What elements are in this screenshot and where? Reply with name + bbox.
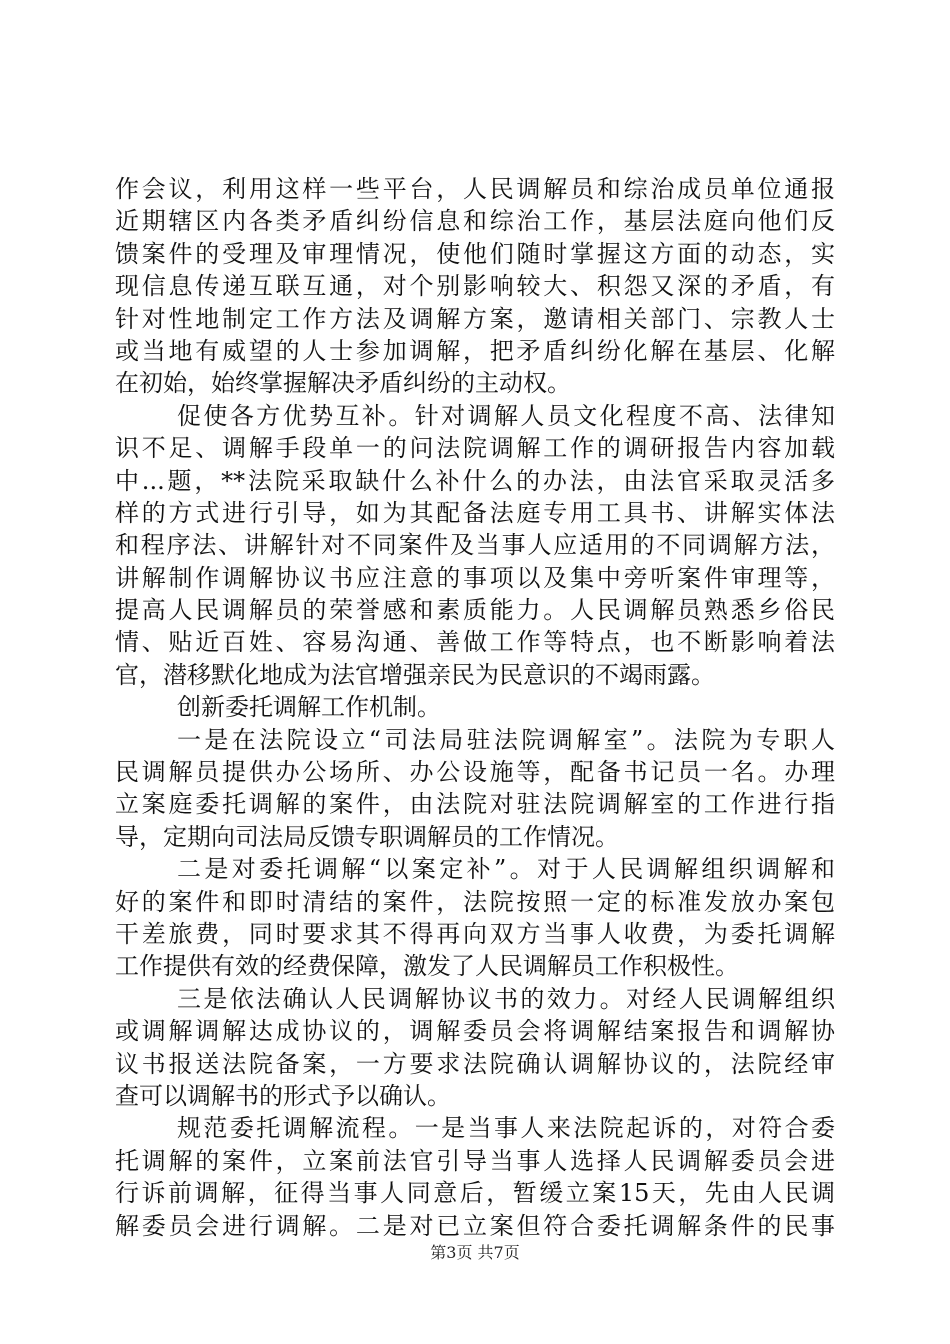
page-number-footer: 第3页 共7页	[430, 1243, 520, 1262]
paragraph-start-line: 三是依法确认人民调解协议书的效力。对经人民调解组织	[177, 984, 835, 1013]
text-line: 导，定期向司法局反馈专职调解员的工作情况。	[115, 822, 619, 851]
text-line: 讲解制作调解协议书应注意的事项以及集中旁听案件审理等，	[115, 563, 835, 592]
section-heading: 创新委托调解工作机制。	[177, 693, 441, 722]
text-line: 针对性地制定工作方法及调解方案，邀请相关部门、宗教人士	[115, 304, 835, 333]
paragraph-start-line: 促使各方优势互补。针对调解人员文化程度不高、法律知	[177, 401, 835, 430]
paragraph-start-line: 规范委托调解流程。一是当事人来法院起诉的，对符合委	[177, 1114, 835, 1143]
text-line: 查可以调解书的形式予以确认。	[115, 1081, 451, 1110]
text-line: 识不足、调解手段单一的问法院调解工作的调研报告内容加载	[115, 434, 835, 463]
text-line: 中...题，**法院采取缺什么补什么的办法，由法官采取灵活多	[115, 466, 835, 495]
paragraph-start-line: 二是对委托调解“以案定补”。对于人民调解组织调解和	[177, 855, 835, 884]
text-line: 或调解调解达成协议的，调解委员会将调解结案报告和调解协	[115, 1017, 835, 1046]
text-line: 和程序法、讲解针对不同案件及当事人应适用的不同调解方法，	[115, 531, 835, 560]
text-line: 干差旅费，同时要求其不得再向双方当事人收费，为委托调解	[115, 919, 835, 948]
text-line: 或当地有威望的人士参加调解，把矛盾纠纷化解在基层、化解	[115, 336, 835, 365]
text-line: 情、贴近百姓、容易沟通、善做工作等特点，也不断影响着法	[115, 628, 835, 657]
text-line: 样的方式进行引导，如为其配备法庭专用工具书、讲解实体法	[115, 498, 835, 527]
text-line: 好的案件和即时清结的案件，法院按照一定的标准发放办案包	[115, 887, 835, 916]
text-line: 立案庭委托调解的案件，由法院对驻法院调解室的工作进行指	[115, 790, 835, 819]
text-line: 托调解的案件，立案前法官引导当事人选择人民调解委员会进	[115, 1146, 835, 1175]
text-line: 解委员会进行调解。二是对已立案但符合委托调解条件的民事	[115, 1211, 835, 1240]
text-line: 近期辖区内各类矛盾纠纷信息和综治工作，基层法庭向他们反	[115, 207, 835, 236]
text-line: 现信息传递互联互通，对个别影响较大、积怨又深的矛盾，有	[115, 272, 835, 301]
paragraph-start-line: 一是在法院设立“司法局驻法院调解室”。法院为专职人	[177, 725, 835, 754]
text-line: 官，潜移默化地成为法官增强亲民为民意识的不竭雨露。	[115, 660, 715, 689]
text-line: 工作提供有效的经费保障，激发了人民调解员工作积极性。	[115, 952, 739, 981]
text-line: 民调解员提供办公场所、办公设施等，配备书记员一名。办理	[115, 758, 835, 787]
text-line: 提高人民调解员的荣誉感和素质能力。人民调解员熟悉乡俗民	[115, 596, 835, 625]
text-line: 作会议，利用这样一些平台，人民调解员和综治成员单位通报	[115, 175, 835, 203]
document-body	[115, 173, 835, 1242]
text-line: 在初始，始终掌握解决矛盾纠纷的主动权。	[115, 369, 571, 398]
text-line: 行诉前调解，征得当事人同意后，暂缓立案15天，先由人民调	[115, 1179, 835, 1208]
text-line: 馈案件的受理及审理情况，使他们随时掌握这方面的动态，实	[115, 239, 835, 268]
text-line: 议书报送法院备案，一方要求法院确认调解协议的，法院经审	[115, 1049, 835, 1078]
